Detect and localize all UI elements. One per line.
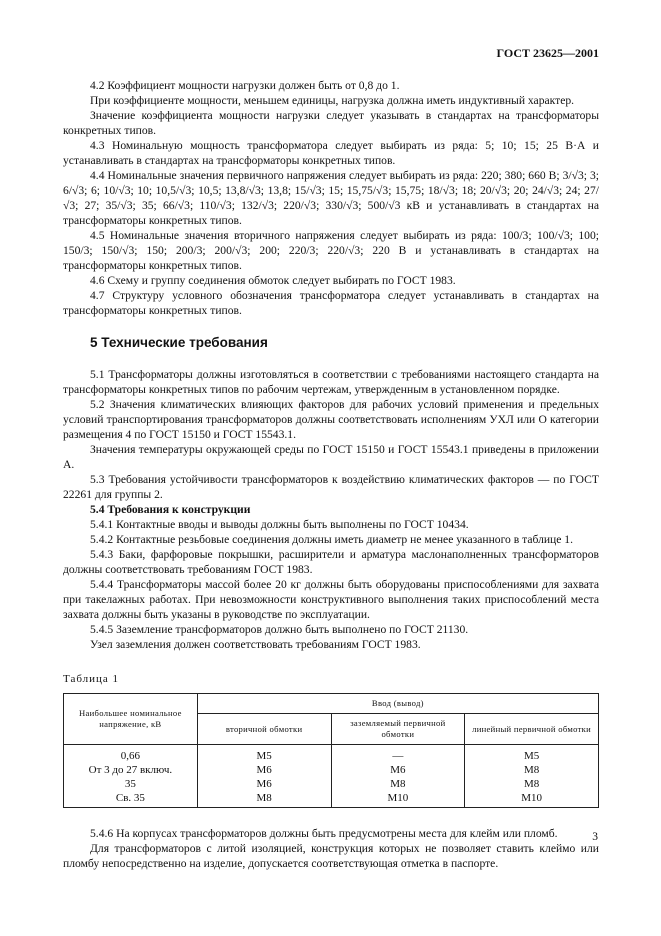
paragraph-4-4: 4.4 Номинальные значения первичного напряжения следует выбирать из ряда: 220; 380; 660 В; 3/√3; 3; 6/√3; 6; 10/√3; 10; 10,5/√3; 10,5; 13,8/√3; 13,8; 15/√3; 15; 15,75/√3; 15,75; 18/√3; 18; 20/√3; 20; 24/√3; 24; 27/√3; 27; 35/√3; 35; 66/√3; 110/√3; 132/√3; 220/√3; 330/√3; 500/√3 кВ и устанавливать в стандартах на трансформаторы конкретных типов. <box>63 169 599 227</box>
table-cell: М8 <box>465 777 599 791</box>
paragraph-5-4-4: 5.4.4 Трансформаторы массой более 20 кг должны быть оборудованы приспособлениями для захвата при такелажных работах. При невозможности конструктивного выполнения таких приспособлений места захвата должны быть указаны в руководстве по эксплуатации. <box>63 578 599 621</box>
paragraph-5-4-2: 5.4.2 Контактные резьбовые соединения должны иметь диаметр не менее указанного в таблице 1. <box>90 533 574 546</box>
table-cell: М5 <box>197 745 331 764</box>
paragraph-4-5: 4.5 Номинальные значения вторичного напряжения следует выбирать из ряда: 100/3; 100/√3; 100; 150/3; 150/√3; 150; 200/3; 200/√3; 200; 220/3; 220/√3; 220 В и устанавливать в стандартах на трансформаторы конкретных типов. <box>63 229 599 272</box>
table-cell: М10 <box>331 791 465 808</box>
header-max-voltage: Наибольшее номинальное напряжение, кВ <box>64 694 198 745</box>
table-cell: М6 <box>197 777 331 791</box>
table-cell: М6 <box>331 763 465 777</box>
table-caption: Таблица 1 <box>63 673 120 685</box>
paragraph-5-4-5: 5.4.5 Заземление трансформаторов должно быть выполнено по ГОСТ 21130. <box>90 623 469 636</box>
header-secondary-winding: вторичной обмотки <box>197 714 331 745</box>
standard-header: ГОСТ 23625—2001 <box>496 46 599 60</box>
header-terminal-group: Ввод (вывод) <box>197 694 598 714</box>
paragraph-cast-insulation: Для трансформаторов с литой изоляцией, конструкция которых не позволяет ставить клеймо или пломбу непосредственно на изделие, допускается соответствующая отметка в паспорте. <box>63 842 599 870</box>
paragraph-5-4-6: 5.4.6 На корпусах трансформаторов должны быть предусмотрены места для клейм или пломб. <box>90 827 558 840</box>
paragraph-load-nature: При коэффициенте мощности, меньшем единицы, нагрузка должна иметь индуктивный характер. <box>90 94 575 107</box>
table-row <box>64 777 599 791</box>
paragraph-power-factor: Значение коэффициента мощности нагрузки следует указывать в стандартах на трансформаторы конкретных типов. <box>63 109 599 137</box>
paragraph-5-1: 5.1 Трансформаторы должны изготовляться в соответствии с требованиями настоящего стандарта на трансформаторы конкретных типов по рабочим чертежам, утвержденным в установленном порядке. <box>63 368 599 396</box>
table-cell: М8 <box>331 777 465 791</box>
table-cell: М8 <box>197 791 331 808</box>
paragraph-4-7: 4.7 Структуру условного обозначения трансформатора следует устанавливать в стандартах на трансформаторы конкретных типов. <box>63 289 599 317</box>
table-cell: М8 <box>465 763 599 777</box>
paragraph-grounding-node: Узел заземления должен соответствовать требованиям ГОСТ 1983. <box>90 638 421 651</box>
paragraph-5-4-1: 5.4.1 Контактные вводы и выводы должны быть выполнены по ГОСТ 10434. <box>90 518 469 531</box>
paragraph-4-6: 4.6 Схему и группу соединения обмоток следует выбирать по ГОСТ 1983. <box>90 274 456 287</box>
paragraph-5-2: 5.2 Значения климатических влияющих факторов для рабочих условий применения и предельных условий транспортирования трансформаторов должны соответствовать исполнениям УХЛ или О категории размещения 4 по ГОСТ 15150 и ГОСТ 15543.1. <box>63 398 599 441</box>
table-cell: М10 <box>465 791 599 808</box>
table-cell: 0,66 <box>64 745 198 764</box>
document-body <box>63 78 599 871</box>
page-number: 3 <box>592 831 598 843</box>
table-row <box>64 763 599 777</box>
section-title: 5 Технические требования <box>90 335 268 350</box>
subsection-5-4-title: 5.4 Требования к конструкции <box>90 503 251 516</box>
header-grounded-primary: заземляемый первичной обмотки <box>331 714 465 745</box>
table-cell: Св. 35 <box>64 791 198 808</box>
paragraph-5-3: 5.3 Требования устойчивости трансформаторов к воздействию климатических факторов — по ГОСТ 22261 для группы 2. <box>63 473 599 501</box>
table-cell: 35 <box>64 777 198 791</box>
paragraph-4-3: 4.3 Номинальную мощность трансформатора следует выбирать из ряда: 5; 10; 15; 25 В·А и устанавливать в стандартах на трансформаторы конкретных типов. <box>63 139 599 167</box>
table-cell: От 3 до 27 включ. <box>64 763 198 777</box>
table-row <box>64 791 599 808</box>
paragraph-4-2: 4.2 Коэффициент мощности нагрузки должен быть от 0,8 до 1. <box>90 79 400 92</box>
header-line-primary: линейный первичной обмотки <box>465 714 599 745</box>
table-row <box>64 745 599 764</box>
paragraph-5-4-3: 5.4.3 Баки, фарфоровые покрышки, расширители и арматура маслонаполненных трансформаторов должны соответствовать требованиям ГОСТ 1983. <box>63 548 599 576</box>
table-cell: — <box>331 745 465 764</box>
table-1 <box>63 693 599 808</box>
table-cell: М5 <box>465 745 599 764</box>
paragraph-5-2-temperature: Значения температуры окружающей среды по ГОСТ 15150 и ГОСТ 15543.1 приведены в приложении А. <box>63 443 599 471</box>
table-cell: М6 <box>197 763 331 777</box>
